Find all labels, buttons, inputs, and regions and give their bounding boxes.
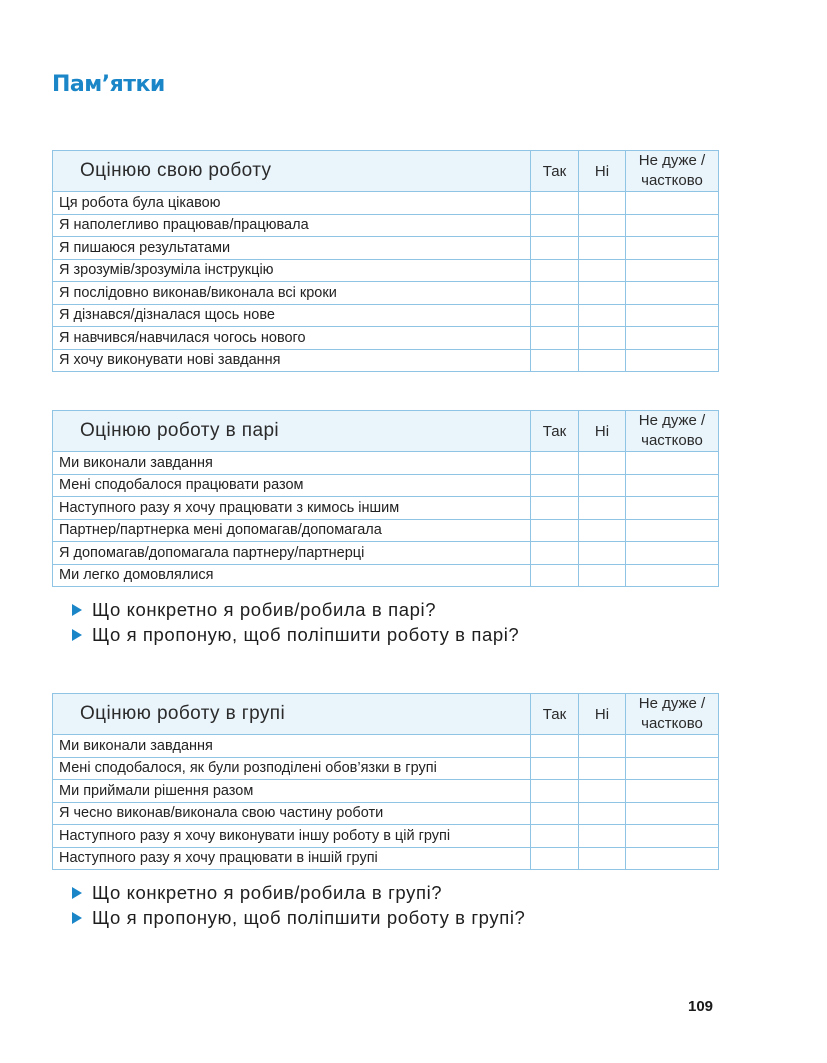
table-row [53, 519, 719, 542]
yes-cell[interactable] [531, 452, 579, 475]
column-no: Ні [579, 151, 626, 192]
row-statement: Я послідовно виконав/виконала всі кроки [53, 282, 531, 305]
row-statement: Ми приймали рішення разом [53, 780, 531, 803]
row-statement: Наступного разу я хочу виконувати іншу роботу в цій групі [53, 825, 531, 848]
no-cell[interactable] [579, 327, 626, 350]
table-row [53, 474, 719, 497]
yes-cell[interactable] [531, 564, 579, 587]
column-partial-line2: частково [641, 715, 703, 732]
yes-cell[interactable] [531, 282, 579, 305]
row-statement: Партнер/партнерка мені допомагав/допомагала [53, 519, 531, 542]
table-row [53, 259, 719, 282]
column-partial [626, 411, 719, 452]
table-row [53, 349, 719, 372]
partial-cell[interactable] [626, 237, 719, 260]
row-statement: Наступного разу я хочу працювати з кимось іншим [53, 497, 531, 520]
row-statement: Я хочу виконувати нові завдання [53, 349, 531, 372]
row-statement: Я наполегливо працював/працювала [53, 214, 531, 237]
table-heading: Оцінюю роботу в парі [53, 411, 531, 452]
partial-cell[interactable] [626, 564, 719, 587]
partial-cell[interactable] [626, 542, 719, 565]
table-row [53, 282, 719, 305]
question-text: Що я пропоную, щоб поліпшити роботу в групі? [92, 907, 526, 928]
row-statement: Мені сподобалося працювати разом [53, 474, 531, 497]
no-cell[interactable] [579, 237, 626, 260]
yes-cell[interactable] [531, 847, 579, 870]
row-statement: Ми легко домовлялися [53, 564, 531, 587]
no-cell[interactable] [579, 802, 626, 825]
table-header-row [53, 151, 719, 192]
column-partial [626, 151, 719, 192]
question-text: Що конкретно я робив/робила в парі? [92, 599, 437, 620]
table-row [53, 825, 719, 848]
partial-cell[interactable] [626, 497, 719, 520]
row-statement: Наступного разу я хочу працювати в іншій групі [53, 847, 531, 870]
no-cell[interactable] [579, 847, 626, 870]
column-yes: Так [531, 151, 579, 192]
row-statement: Ця робота була цікавою [53, 192, 531, 215]
no-cell[interactable] [579, 735, 626, 758]
triangle-bullet-icon [72, 912, 82, 924]
partial-cell[interactable] [626, 474, 719, 497]
yes-cell[interactable] [531, 735, 579, 758]
column-no: Ні [579, 411, 626, 452]
partial-cell[interactable] [626, 282, 719, 305]
row-statement: Я навчився/навчилася чогось нового [53, 327, 531, 350]
no-cell[interactable] [579, 259, 626, 282]
no-cell[interactable] [579, 519, 626, 542]
no-cell[interactable] [579, 214, 626, 237]
table-row [53, 735, 719, 758]
partial-cell[interactable] [626, 327, 719, 350]
yes-cell[interactable] [531, 802, 579, 825]
row-statement: Я дізнався/дізналася щось нове [53, 304, 531, 327]
table-row [53, 757, 719, 780]
partial-cell[interactable] [626, 304, 719, 327]
table-row [53, 847, 719, 870]
triangle-bullet-icon [72, 604, 82, 616]
question-text: Що я пропоную, щоб поліпшити роботу в парі? [92, 624, 520, 645]
no-cell[interactable] [579, 564, 626, 587]
column-yes: Так [531, 411, 579, 452]
partial-cell[interactable] [626, 847, 719, 870]
no-cell[interactable] [579, 542, 626, 565]
yes-cell[interactable] [531, 474, 579, 497]
page-title: Пам’ятки [52, 72, 165, 97]
group-questions [72, 880, 525, 930]
row-statement: Ми виконали завдання [53, 735, 531, 758]
table-row [53, 214, 719, 237]
row-statement: Я чесно виконав/виконала свою частину роботи [53, 802, 531, 825]
table-header-row [53, 694, 719, 735]
yes-cell[interactable] [531, 349, 579, 372]
table-row [53, 192, 719, 215]
no-cell[interactable] [579, 304, 626, 327]
partial-cell[interactable] [626, 519, 719, 542]
column-partial-line2: частково [641, 172, 703, 189]
partial-cell[interactable] [626, 349, 719, 372]
column-no: Ні [579, 694, 626, 735]
yes-cell[interactable] [531, 214, 579, 237]
self-assessment-table [52, 150, 719, 372]
yes-cell[interactable] [531, 192, 579, 215]
table-row [53, 542, 719, 565]
table-row [53, 327, 719, 350]
partial-cell[interactable] [626, 757, 719, 780]
partial-cell[interactable] [626, 802, 719, 825]
column-partial-line1: Не дуже / [638, 695, 706, 712]
row-statement: Я допомагав/допомагала партнеру/партнерці [53, 542, 531, 565]
no-cell[interactable] [579, 757, 626, 780]
no-cell[interactable] [579, 825, 626, 848]
table-row [53, 780, 719, 803]
yes-cell[interactable] [531, 542, 579, 565]
yes-cell[interactable] [531, 825, 579, 848]
yes-cell[interactable] [531, 497, 579, 520]
table-heading: Оцінюю свою роботу [53, 151, 531, 192]
yes-cell[interactable] [531, 259, 579, 282]
column-partial-line1: Не дуже / [638, 152, 706, 169]
yes-cell[interactable] [531, 327, 579, 350]
partial-cell[interactable] [626, 735, 719, 758]
row-statement: Я пишаюся результатами [53, 237, 531, 260]
column-yes: Так [531, 694, 579, 735]
page-number: 109 [688, 998, 714, 1015]
partial-cell[interactable] [626, 825, 719, 848]
pair-assessment-table [52, 410, 719, 587]
group-assessment-table [52, 693, 719, 870]
question-item [72, 597, 519, 622]
question-item [72, 880, 525, 905]
triangle-bullet-icon [72, 629, 82, 641]
column-partial-line1: Не дуже / [638, 412, 706, 429]
column-partial-line2: частково [641, 432, 703, 449]
no-cell[interactable] [579, 282, 626, 305]
pair-questions [72, 597, 519, 647]
no-cell[interactable] [579, 780, 626, 803]
partial-cell[interactable] [626, 780, 719, 803]
table-row [53, 564, 719, 587]
yes-cell[interactable] [531, 780, 579, 803]
partial-cell[interactable] [626, 259, 719, 282]
question-item [72, 622, 519, 647]
column-partial [626, 694, 719, 735]
no-cell[interactable] [579, 497, 626, 520]
partial-cell[interactable] [626, 214, 719, 237]
table-row [53, 304, 719, 327]
yes-cell[interactable] [531, 237, 579, 260]
table-row [53, 452, 719, 475]
table-header-row [53, 411, 719, 452]
question-item [72, 905, 525, 930]
question-text: Що конкретно я робив/робила в групі? [92, 882, 443, 903]
table-heading: Оцінюю роботу в групі [53, 694, 531, 735]
no-cell[interactable] [579, 349, 626, 372]
table-row [53, 802, 719, 825]
no-cell[interactable] [579, 452, 626, 475]
yes-cell[interactable] [531, 519, 579, 542]
table-row [53, 497, 719, 520]
no-cell[interactable] [579, 192, 626, 215]
row-statement: Ми виконали завдання [53, 452, 531, 475]
row-statement: Мені сподобалося, як були розподілені обов’язки в групі [53, 757, 531, 780]
yes-cell[interactable] [531, 757, 579, 780]
triangle-bullet-icon [72, 887, 82, 899]
yes-cell[interactable] [531, 304, 579, 327]
no-cell[interactable] [579, 474, 626, 497]
row-statement: Я зрозумів/зрозуміла інструкцію [53, 259, 531, 282]
table-row [53, 237, 719, 260]
partial-cell[interactable] [626, 452, 719, 475]
partial-cell[interactable] [626, 192, 719, 215]
